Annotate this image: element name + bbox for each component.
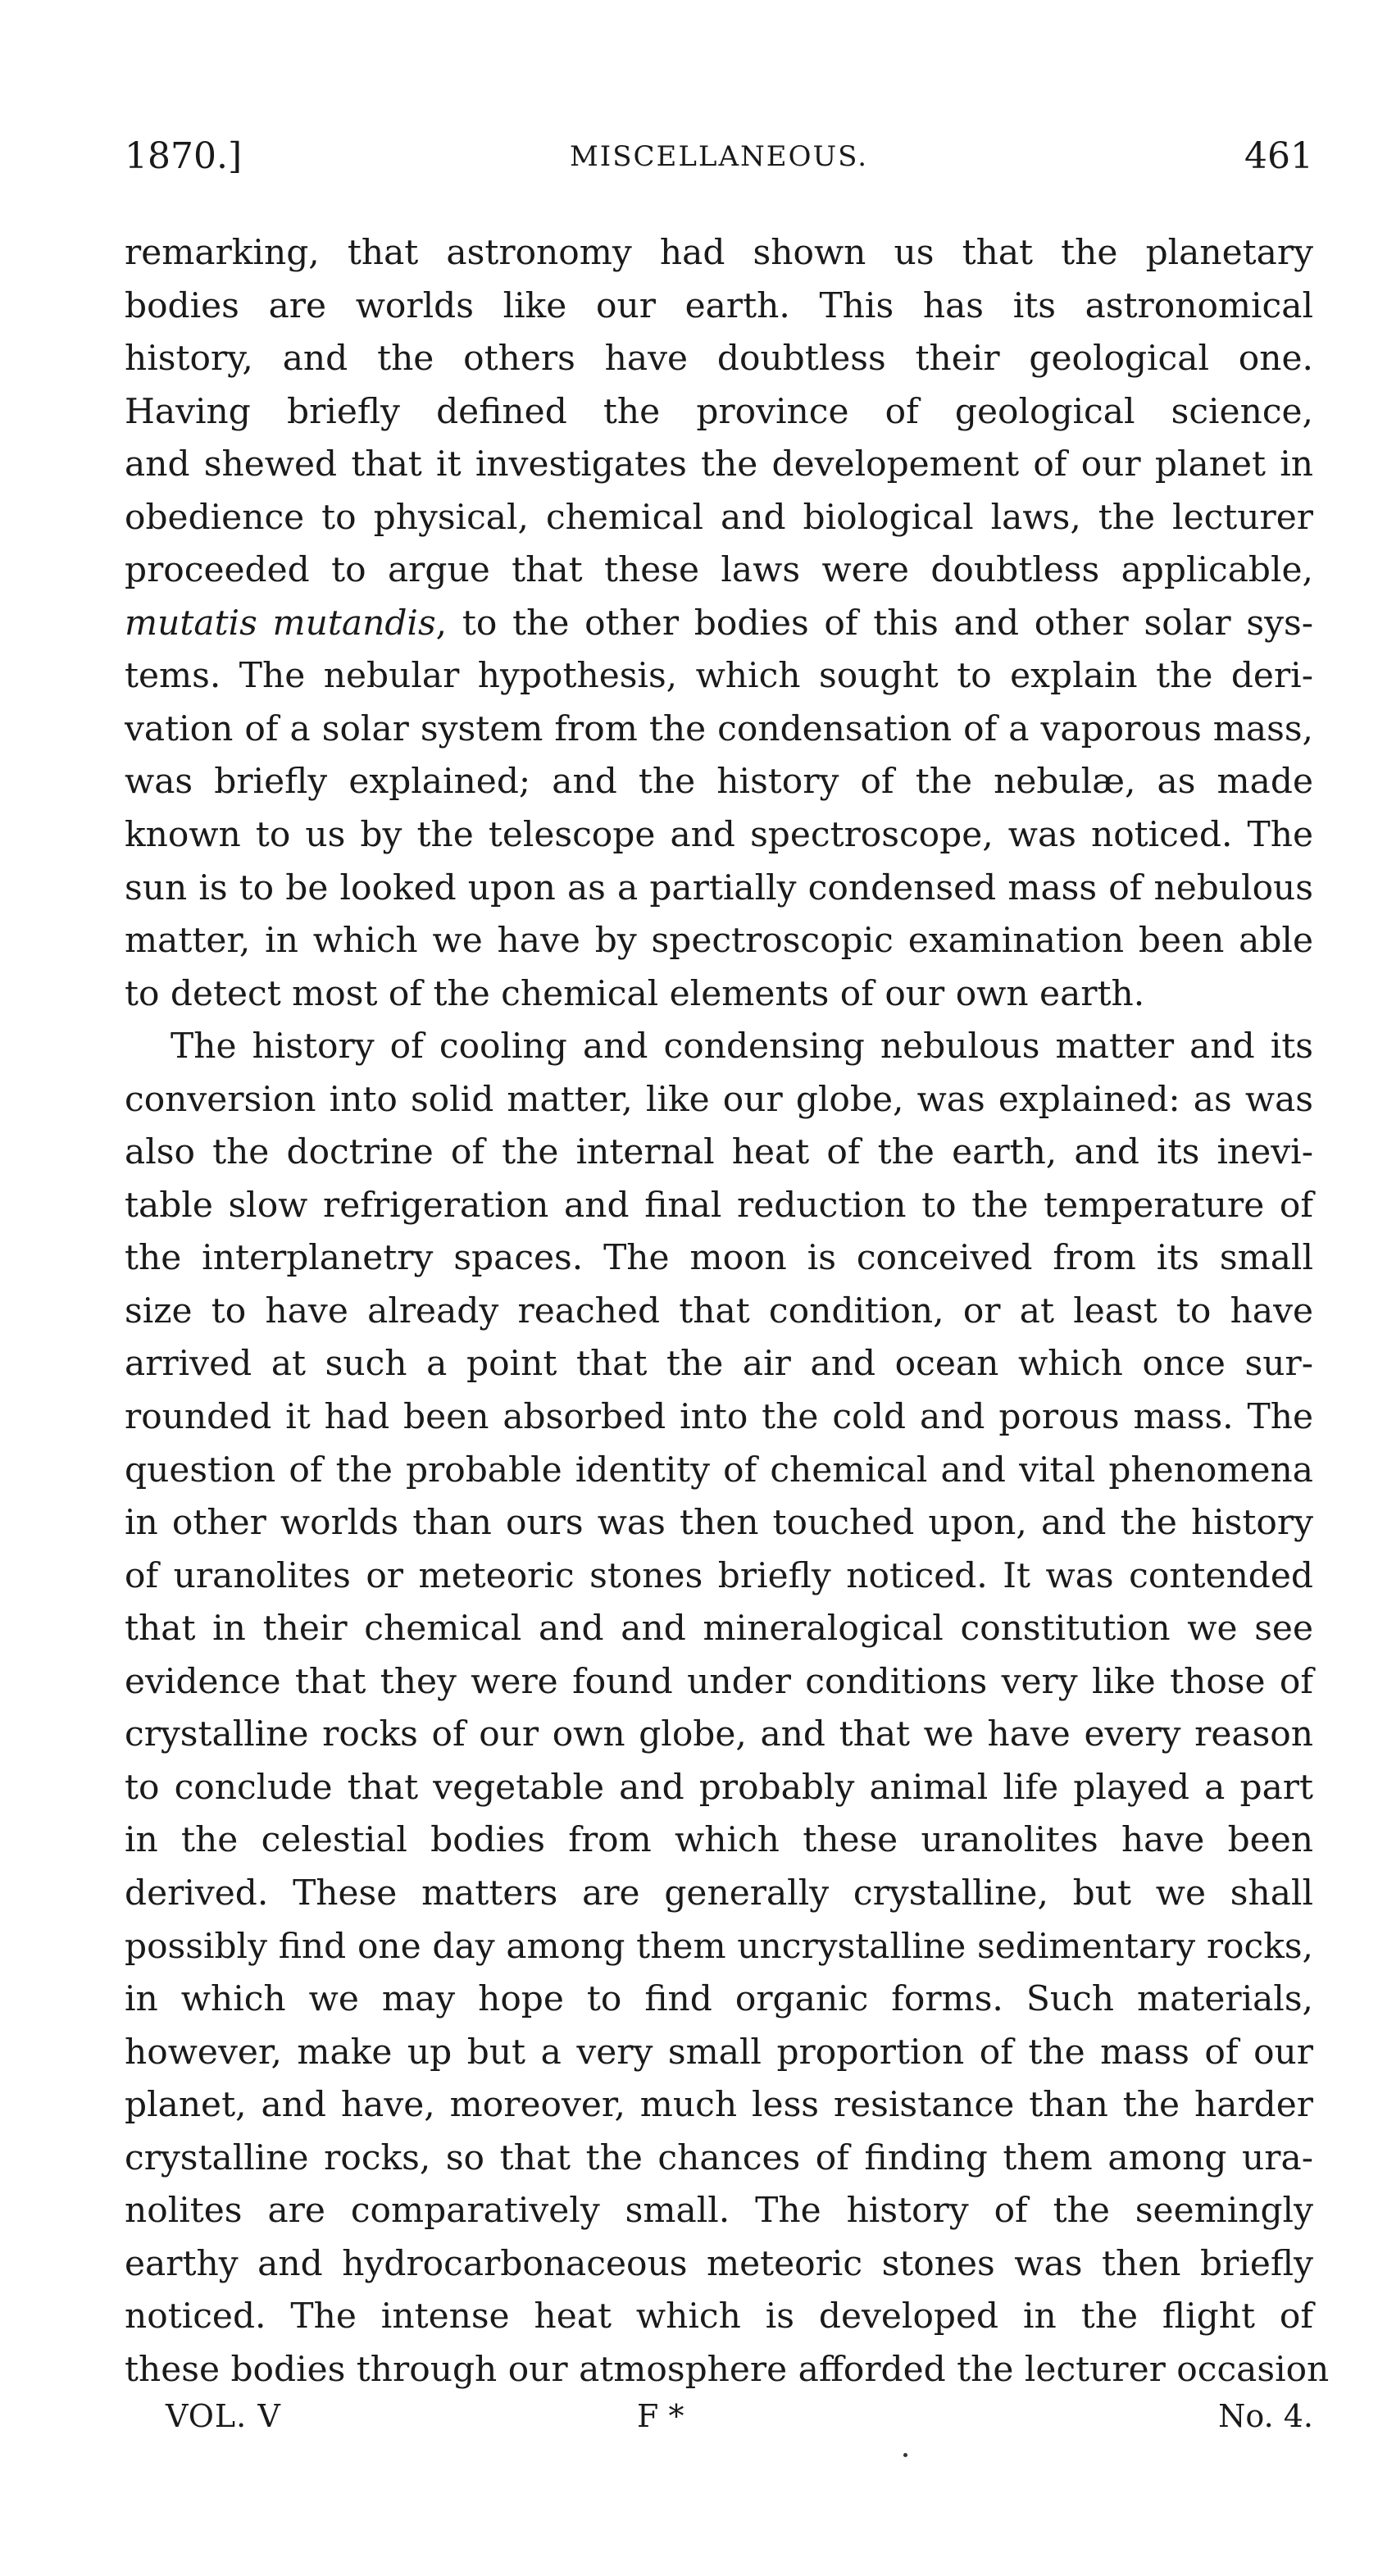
paragraph bbox=[125, 1020, 1330, 2396]
text-line: table slow refrigeration and final reduction to the temperature of bbox=[125, 1184, 1313, 1225]
text-line: obedience to physical, chemical and biological laws, the lecturer bbox=[125, 496, 1313, 537]
text-line: arrived at such a point that the air and ocean which once sur- bbox=[125, 1343, 1313, 1384]
header-page-number: 461 bbox=[1244, 135, 1313, 177]
text-line: however, make up but a very small proportion of the mass of our bbox=[125, 2031, 1313, 2072]
text-line: noticed. The intense heat which is developed in the flight of bbox=[125, 2296, 1313, 2337]
text-line: mutatis mutandis, to the other bodies of this and other solar sys- bbox=[125, 602, 1313, 643]
text-line: in the celestial bodies from which these uranolites have been bbox=[125, 1819, 1313, 1860]
print-speck bbox=[903, 2453, 907, 2457]
paragraph bbox=[125, 226, 1313, 1020]
text-line: sun is to be looked upon as a partially condensed mass of nebulous bbox=[125, 867, 1313, 908]
text-line: The history of cooling and condensing nebulous matter and its bbox=[171, 1026, 1313, 1067]
text-line: bodies are worlds like our earth. This has its astronomical bbox=[125, 284, 1313, 325]
footer-volume: VOL. V bbox=[166, 2398, 281, 2434]
text-line: size to have already reached that condition, or at least to have bbox=[125, 1290, 1313, 1331]
text-line: conversion into solid matter, like our globe, was explained: as was bbox=[125, 1078, 1313, 1119]
latin-phrase: mutatis mutandis bbox=[125, 602, 436, 643]
text-line: history, and the others have doubtless their geological one. bbox=[125, 338, 1313, 379]
text-line: and shewed that it investigates the developement of our planet in bbox=[125, 444, 1313, 485]
text-line: remarking, that astronomy had shown us that the planetary bbox=[125, 232, 1313, 272]
text-line: derived. These matters are generally crystalline, but we shall bbox=[125, 1872, 1313, 1913]
text-line: crystalline rocks of our own globe, and that we have every reason bbox=[125, 1714, 1313, 1755]
text-line: to detect most of the chemical elements of our own earth. bbox=[125, 972, 1145, 1013]
footer-signature-mark: F * bbox=[637, 2398, 684, 2434]
header-year: 1870.] bbox=[125, 135, 243, 177]
text-line: the interplanetry spaces. The moon is conceived from its small bbox=[125, 1237, 1313, 1278]
text-line: in other worlds than ours was then touched upon, and the history bbox=[125, 1502, 1313, 1543]
text-line: crystalline rocks, so that the chances of finding them among ura- bbox=[125, 2137, 1313, 2178]
text-line: known to us by the telescope and spectroscope, was noticed. The bbox=[125, 814, 1313, 855]
text-line: tems. The nebular hypothesis, which sought to explain the deri- bbox=[125, 655, 1313, 696]
document-page bbox=[125, 0, 1330, 2576]
running-footer bbox=[125, 2398, 1313, 2447]
text-line: of uranolites or meteoric stones briefly noticed. It was contended bbox=[125, 1554, 1313, 1595]
text-line: also the doctrine of the internal heat of the earth, and its inevi- bbox=[125, 1131, 1313, 1172]
body-text bbox=[125, 226, 1330, 2396]
text-line: nolites are comparatively small. The history of the seemingly bbox=[125, 2190, 1313, 2231]
footer-issue-number: No. 4. bbox=[1218, 2398, 1313, 2434]
text-line: earthy and hydrocarbonaceous meteoric stones was then briefly bbox=[125, 2242, 1313, 2283]
text-line: planet, and have, moreover, much less resistance than the harder bbox=[125, 2084, 1313, 2125]
text-line: these bodies through our atmosphere afforded the lecturer occasion bbox=[125, 2348, 1330, 2389]
running-header bbox=[125, 135, 1313, 184]
text-line: rounded it had been absorbed into the cold and porous mass. The bbox=[125, 1396, 1313, 1437]
text-line: evidence that they were found under conditions very like those of bbox=[125, 1660, 1313, 1701]
text-line: was briefly explained; and the history of the nebulæ, as made bbox=[125, 761, 1313, 802]
text-line: Having briefly defined the province of geological science, bbox=[125, 390, 1313, 431]
text-line: possibly find one day among them uncrystalline sedimentary rocks, bbox=[125, 1925, 1313, 1966]
text-line: that in their chemical and and mineralogical constitution we see bbox=[125, 1608, 1313, 1649]
text-line: question of the probable identity of chemical and vital phenomena bbox=[125, 1449, 1313, 1490]
text-line: in which we may hope to find organic forms. Such materials, bbox=[125, 1978, 1313, 2019]
text-line: matter, in which we have by spectroscopic examination been able bbox=[125, 920, 1313, 961]
text-line: proceeded to argue that these laws were doubtless applicable, bbox=[125, 549, 1313, 590]
header-section-title: MISCELLANEOUS. bbox=[569, 140, 869, 173]
text-line: vation of a solar system from the condensation of a vaporous mass, bbox=[125, 708, 1313, 749]
text-line: to conclude that vegetable and probably animal life played a part bbox=[125, 1766, 1313, 1807]
